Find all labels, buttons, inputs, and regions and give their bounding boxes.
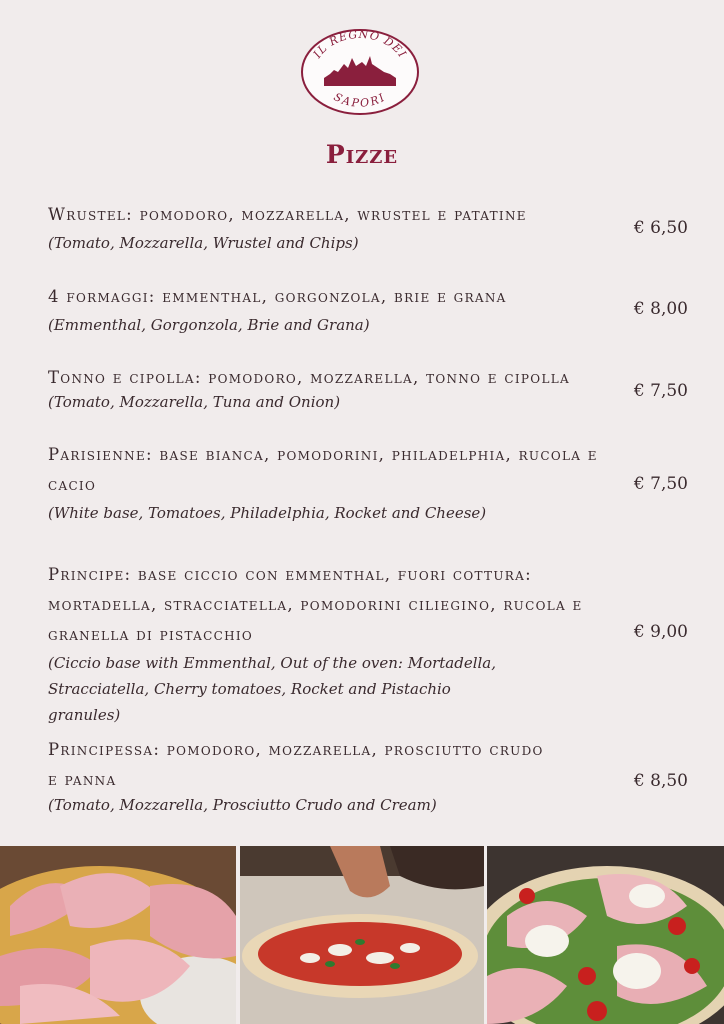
menu-item-translation: (Tomato, Mozzarella, Tuna and Onion) bbox=[48, 393, 341, 411]
menu-item-name: Parisienne: base bianca, pomodorini, philadelphia, rucola e cacio bbox=[48, 445, 598, 494]
logo-text-bottom: SAPORI bbox=[331, 90, 389, 110]
menu-item-name: Principessa: pomodoro, mozzarella, prosciutto crudo e panna bbox=[48, 740, 544, 789]
menu-item-translation: (Emmenthal, Gorgonzola, Brie and Grana) bbox=[48, 316, 370, 334]
menu-item bbox=[48, 440, 688, 526]
menu-item-name: Wrustel: pomodoro, mozzarella, wrustel e patatine bbox=[48, 205, 527, 224]
menu-item-name: Principe: base ciccio con emmenthal, fuori cottura: mortadella, stracciatella, pomodorini ciliegino, rucola e granella di pistacchio bbox=[48, 565, 583, 644]
menu-item-translation: (White base, Tomatoes, Philadelphia, Rocket and Cheese) bbox=[48, 504, 487, 522]
menu-item-price: € 8,50 bbox=[633, 771, 688, 791]
menu-item bbox=[48, 560, 688, 728]
menu-item bbox=[48, 282, 688, 338]
photo-margherita-pizza bbox=[240, 846, 484, 1024]
menu-item-name: Tonno e cipolla: pomodoro, mozzarella, tonno e cipolla bbox=[48, 368, 570, 387]
menu-item-price: € 7,50 bbox=[633, 474, 688, 494]
section-title: Pizze bbox=[325, 140, 399, 169]
photo-prosciutto-pizza bbox=[0, 846, 236, 1024]
menu-item-price: € 9,00 bbox=[633, 622, 688, 642]
menu-item-price: € 8,00 bbox=[633, 299, 688, 319]
menu-item-translation: (Ciccio base with Emmenthal, Out of the oven: Mortadella, Stracciatella, Cherry tomatoes, Rocket and Pistachio granules) bbox=[48, 654, 497, 724]
menu-item-name: 4 formaggi: emmenthal, gorgonzola, brie e grana bbox=[48, 287, 507, 306]
menu-item bbox=[48, 735, 688, 815]
menu-item-price: € 7,50 bbox=[633, 381, 688, 401]
logo-text-top: IL REGNO DEI bbox=[310, 28, 410, 61]
restaurant-logo bbox=[300, 28, 420, 116]
menu-item-translation: (Tomato, Mozzarella, Prosciutto Crudo and Cream) bbox=[48, 796, 437, 814]
menu-item-price: € 6,50 bbox=[633, 218, 688, 238]
menu-item bbox=[48, 364, 688, 412]
menu-item bbox=[48, 200, 688, 256]
menu-item-translation: (Tomato, Mozzarella, Wrustel and Chips) bbox=[48, 234, 359, 252]
photo-principe-pizza bbox=[487, 846, 724, 1024]
